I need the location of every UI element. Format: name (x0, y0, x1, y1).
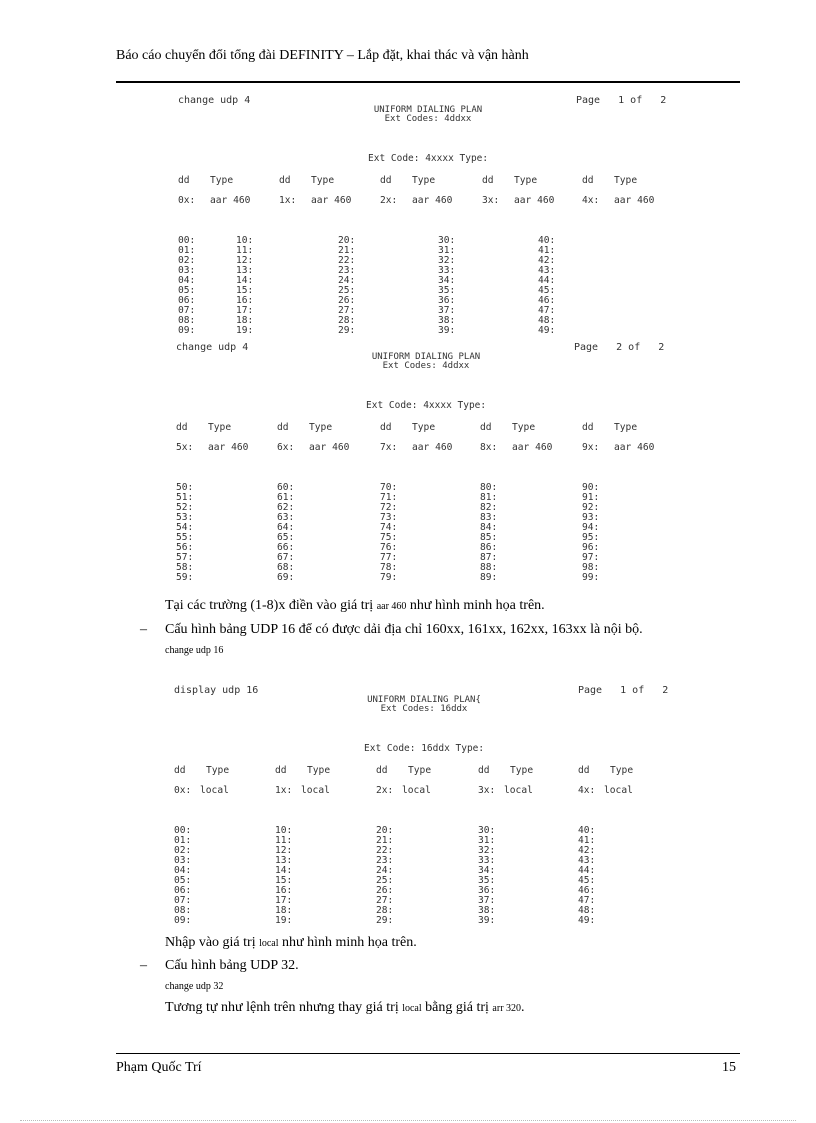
row-label: 46: (538, 295, 556, 306)
row-label: 25: (376, 875, 394, 886)
row-label: 78: (380, 562, 398, 573)
row-label: 53: (176, 512, 194, 523)
bullet-dash: – (140, 622, 147, 637)
row-label: 04: (178, 275, 196, 286)
group-key: 1x: (279, 195, 297, 206)
row-label: 33: (478, 855, 496, 866)
paragraph-1: Tại các trường (1-8)x điền vào giá trị aar 460 như hình minh họa trên. (165, 598, 545, 613)
row-label: 30: (438, 235, 456, 246)
col-header-dd: dd (380, 422, 392, 433)
group-value: local (504, 785, 533, 796)
group-value: aar 460 (412, 442, 453, 453)
group-key: 0x: (174, 785, 192, 796)
row-label: 06: (178, 295, 196, 306)
row-label: 16: (236, 295, 254, 306)
command-change-udp32: change udp 32 (165, 981, 224, 992)
row-label: 29: (376, 915, 394, 926)
row-label: 34: (438, 275, 456, 286)
row-label: 03: (174, 855, 192, 866)
row-label: 17: (275, 895, 293, 906)
row-label: 27: (376, 895, 394, 906)
row-label: 44: (538, 275, 556, 286)
group-key: 7x: (380, 442, 398, 453)
row-label: 45: (578, 875, 596, 886)
row-label: 05: (178, 285, 196, 296)
group-key: 6x: (277, 442, 295, 453)
bullet-udp32: Cấu hình bảng UDP 32. (165, 958, 299, 973)
row-label: 17: (236, 305, 254, 316)
col-header-dd: dd (480, 422, 492, 433)
row-label: 21: (376, 835, 394, 846)
row-label: 48: (578, 905, 596, 916)
row-label: 09: (174, 915, 192, 926)
row-label: 31: (438, 245, 456, 256)
group-value: local (402, 785, 431, 796)
group-value: aar 460 (412, 195, 453, 206)
row-label: 46: (578, 885, 596, 896)
row-label: 36: (478, 885, 496, 896)
row-label: 24: (376, 865, 394, 876)
group-value: local (301, 785, 330, 796)
group-value: local (200, 785, 229, 796)
row-label: 02: (174, 845, 192, 856)
row-label: 10: (275, 825, 293, 836)
row-label: 20: (338, 235, 356, 246)
row-label: 04: (174, 865, 192, 876)
group-key: 9x: (582, 442, 600, 453)
row-label: 30: (478, 825, 496, 836)
row-label: 12: (236, 255, 254, 266)
row-label: 55: (176, 532, 194, 543)
screen-title: UNIFORM DIALING PLAN Ext Codes: 4ddxx (371, 352, 481, 371)
group-value: aar 460 (309, 442, 350, 453)
row-label: 98: (582, 562, 600, 573)
row-label: 40: (578, 825, 596, 836)
row-label: 39: (438, 325, 456, 336)
col-header-dd: dd (380, 175, 392, 186)
row-label: 76: (380, 542, 398, 553)
row-label: 29: (338, 325, 356, 336)
col-header-type: Type (510, 765, 534, 776)
row-label: 42: (538, 255, 556, 266)
row-label: 97: (582, 552, 600, 563)
row-label: 02: (178, 255, 196, 266)
row-label: 08: (174, 905, 192, 916)
row-label: 70: (380, 482, 398, 493)
group-value: local (604, 785, 633, 796)
udp-screen-1 (178, 95, 678, 336)
row-label: 14: (275, 865, 293, 876)
row-label: 62: (277, 502, 295, 513)
row-label: 88: (480, 562, 498, 573)
row-label: 51: (176, 492, 194, 503)
row-label: 42: (578, 845, 596, 856)
row-label: 87: (480, 552, 498, 563)
group-value: aar 460 (614, 442, 655, 453)
row-label: 63: (277, 512, 295, 523)
row-label: 85: (480, 532, 498, 543)
paragraph-2: Nhập vào giá trị local như hình minh họa trên. (165, 935, 417, 950)
row-label: 54: (176, 522, 194, 533)
row-label: 26: (376, 885, 394, 896)
row-label: 23: (376, 855, 394, 866)
row-label: 14: (236, 275, 254, 286)
row-label: 39: (478, 915, 496, 926)
row-label: 07: (178, 305, 196, 316)
row-label: 91: (582, 492, 600, 503)
paragraph-3: Tương tự như lệnh trên nhưng thay giá trị local bằng giá trị arr 320. (165, 1000, 525, 1015)
row-label: 71: (380, 492, 398, 503)
group-key: 8x: (480, 442, 498, 453)
group-key: 5x: (176, 442, 194, 453)
screen-title: UNIFORM DIALING PLAN Ext Codes: 4ddxx (373, 105, 483, 124)
col-header-dd: dd (176, 422, 188, 433)
group-key: 3x: (478, 785, 496, 796)
row-label: 43: (538, 265, 556, 276)
row-label: 83: (480, 512, 498, 523)
row-label: 25: (338, 285, 356, 296)
row-label: 40: (538, 235, 556, 246)
row-label: 32: (478, 845, 496, 856)
footer-rule (116, 1053, 740, 1054)
group-key: 3x: (482, 195, 500, 206)
group-key: 4x: (582, 195, 600, 206)
row-label: 67: (277, 552, 295, 563)
screen-page-indicator: Page 1 of 2 (576, 95, 667, 106)
row-label: 68: (277, 562, 295, 573)
row-label: 58: (176, 562, 194, 573)
screen-ext-code: Ext Code: 4xxxx Type: (366, 400, 487, 411)
row-label: 96: (582, 542, 600, 553)
row-label: 50: (176, 482, 194, 493)
page-number: 15 (722, 1060, 736, 1075)
col-header-dd: dd (578, 765, 590, 776)
bullet-dash: – (140, 958, 147, 973)
group-key: 2x: (380, 195, 398, 206)
row-label: 64: (277, 522, 295, 533)
row-label: 16: (275, 885, 293, 896)
row-label: 00: (174, 825, 192, 836)
row-label: 35: (478, 875, 496, 886)
row-label: 79: (380, 572, 398, 583)
col-header-type: Type (512, 422, 536, 433)
row-label: 74: (380, 522, 398, 533)
row-label: 92: (582, 502, 600, 513)
row-label: 38: (438, 315, 456, 326)
row-label: 05: (174, 875, 192, 886)
row-label: 15: (236, 285, 254, 296)
udp-screen-3 (174, 685, 674, 926)
row-label: 47: (538, 305, 556, 316)
row-label: 95: (582, 532, 600, 543)
row-label: 47: (578, 895, 596, 906)
row-label: 66: (277, 542, 295, 553)
row-label: 06: (174, 885, 192, 896)
screen-ext-code: Ext Code: 16ddx Type: (364, 743, 485, 754)
col-header-type: Type (610, 765, 634, 776)
row-label: 31: (478, 835, 496, 846)
row-label: 75: (380, 532, 398, 543)
row-label: 27: (338, 305, 356, 316)
screen-command: change udp 4 (176, 342, 249, 353)
row-label: 99: (582, 572, 600, 583)
group-key: 1x: (275, 785, 293, 796)
row-label: 34: (478, 865, 496, 876)
row-label: 11: (236, 245, 254, 256)
group-key: 2x: (376, 785, 394, 796)
screen-ext-code: Ext Code: 4xxxx Type: (368, 153, 489, 164)
row-label: 49: (538, 325, 556, 336)
col-header-dd: dd (482, 175, 494, 186)
row-label: 94: (582, 522, 600, 533)
row-label: 35: (438, 285, 456, 296)
col-header-type: Type (412, 175, 436, 186)
col-header-type: Type (309, 422, 333, 433)
row-label: 61: (277, 492, 295, 503)
group-value: aar 460 (311, 195, 352, 206)
row-label: 22: (376, 845, 394, 856)
row-label: 07: (174, 895, 192, 906)
header-rule (116, 81, 740, 83)
row-label: 37: (438, 305, 456, 316)
col-header-dd: dd (275, 765, 287, 776)
row-label: 57: (176, 552, 194, 563)
row-label: 18: (275, 905, 293, 916)
col-header-type: Type (210, 175, 234, 186)
row-label: 59: (176, 572, 194, 583)
row-label: 19: (275, 915, 293, 926)
row-label: 44: (578, 865, 596, 876)
screen-command: change udp 4 (178, 95, 251, 106)
col-header-type: Type (614, 175, 638, 186)
row-label: 12: (275, 845, 293, 856)
row-label: 08: (178, 315, 196, 326)
row-label: 45: (538, 285, 556, 296)
col-header-type: Type (514, 175, 538, 186)
col-header-dd: dd (582, 175, 594, 186)
screen-command: display udp 16 (174, 685, 259, 696)
row-label: 48: (538, 315, 556, 326)
page-edge-dots (20, 1120, 796, 1121)
row-label: 93: (582, 512, 600, 523)
row-label: 81: (480, 492, 498, 503)
screen-page-indicator: Page 2 of 2 (574, 342, 665, 353)
row-label: 56: (176, 542, 194, 553)
row-label: 15: (275, 875, 293, 886)
row-label: 49: (578, 915, 596, 926)
bullet-udp16: Cấu hình bảng UDP 16 để có được dải địa chỉ 160xx, 161xx, 162xx, 163xx là nội bộ. (165, 622, 643, 637)
row-label: 73: (380, 512, 398, 523)
col-header-dd: dd (178, 175, 190, 186)
col-header-dd: dd (277, 422, 289, 433)
group-key: 0x: (178, 195, 196, 206)
row-label: 21: (338, 245, 356, 256)
col-header-dd: dd (582, 422, 594, 433)
screen-page-indicator: Page 1 of 2 (578, 685, 669, 696)
row-label: 00: (178, 235, 196, 246)
col-header-type: Type (208, 422, 232, 433)
row-label: 22: (338, 255, 356, 266)
col-header-type: Type (311, 175, 335, 186)
row-label: 32: (438, 255, 456, 266)
footer-author: Phạm Quốc Trí (116, 1060, 202, 1075)
row-label: 11: (275, 835, 293, 846)
row-label: 84: (480, 522, 498, 533)
row-label: 72: (380, 502, 398, 513)
row-label: 26: (338, 295, 356, 306)
group-value: aar 460 (512, 442, 553, 453)
row-label: 36: (438, 295, 456, 306)
row-label: 43: (578, 855, 596, 866)
row-label: 41: (538, 245, 556, 256)
group-value: aar 460 (614, 195, 655, 206)
row-label: 03: (178, 265, 196, 276)
udp-screen-2 (176, 342, 676, 583)
row-label: 24: (338, 275, 356, 286)
col-header-dd: dd (376, 765, 388, 776)
row-label: 89: (480, 572, 498, 583)
row-label: 90: (582, 482, 600, 493)
row-label: 01: (178, 245, 196, 256)
col-header-type: Type (412, 422, 436, 433)
row-label: 13: (275, 855, 293, 866)
col-header-dd: dd (174, 765, 186, 776)
row-label: 28: (338, 315, 356, 326)
row-label: 37: (478, 895, 496, 906)
screen-title: UNIFORM DIALING PLAN{ Ext Codes: 16ddx (367, 695, 481, 714)
row-label: 60: (277, 482, 295, 493)
page-header: Báo cáo chuyển đổi tổng đài DEFINITY – Lắp đặt, khai thác và vận hành (116, 48, 529, 63)
row-label: 52: (176, 502, 194, 513)
row-label: 13: (236, 265, 254, 276)
row-label: 41: (578, 835, 596, 846)
col-header-dd: dd (279, 175, 291, 186)
row-label: 82: (480, 502, 498, 513)
col-header-dd: dd (478, 765, 490, 776)
col-header-type: Type (206, 765, 230, 776)
row-label: 77: (380, 552, 398, 563)
col-header-type: Type (307, 765, 331, 776)
row-label: 69: (277, 572, 295, 583)
row-label: 65: (277, 532, 295, 543)
row-label: 20: (376, 825, 394, 836)
group-key: 4x: (578, 785, 596, 796)
row-label: 10: (236, 235, 254, 246)
row-label: 23: (338, 265, 356, 276)
row-label: 80: (480, 482, 498, 493)
group-value: aar 460 (514, 195, 555, 206)
col-header-type: Type (408, 765, 432, 776)
group-value: aar 460 (210, 195, 251, 206)
row-label: 01: (174, 835, 192, 846)
row-label: 09: (178, 325, 196, 336)
row-label: 28: (376, 905, 394, 916)
row-label: 19: (236, 325, 254, 336)
col-header-type: Type (614, 422, 638, 433)
row-label: 86: (480, 542, 498, 553)
row-label: 33: (438, 265, 456, 276)
row-label: 38: (478, 905, 496, 916)
row-label: 18: (236, 315, 254, 326)
command-change-udp16: change udp 16 (165, 645, 224, 656)
group-value: aar 460 (208, 442, 249, 453)
